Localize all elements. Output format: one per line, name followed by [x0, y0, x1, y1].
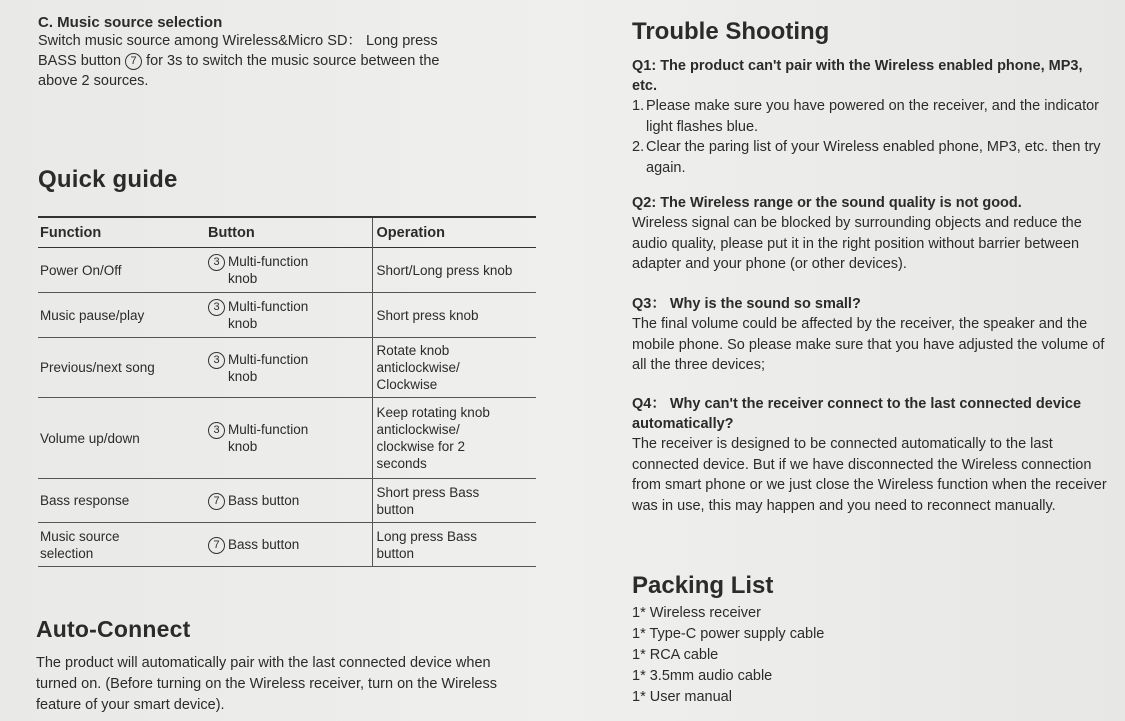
table-row [38, 523, 536, 567]
q1-answer-2 [632, 137, 1107, 178]
row-button [204, 523, 372, 567]
button-label: Multi-function knob [228, 299, 309, 331]
q2-block [632, 193, 1107, 275]
row-operation: Long press Bass button [372, 523, 536, 567]
q1-block [632, 56, 1107, 178]
row-function: Bass response [40, 493, 130, 508]
list-number: 2. [632, 139, 645, 155]
row-button [204, 398, 372, 479]
table-row [38, 293, 536, 338]
row-function: Volume up/down [40, 430, 140, 446]
table-header-row [38, 217, 536, 248]
q1-answer-1 [632, 96, 1107, 137]
button-label: Multi-function knob [228, 351, 309, 384]
q3-answer: The final volume could be affected by the receiver, the speaker and the mobile phone. So please make sure that you have adjusted the volume of all the three devices; [632, 316, 1105, 373]
table-row [38, 479, 536, 523]
circled-number-icon: 7 [208, 537, 225, 554]
music-source-line-3: above 2 sources. [38, 73, 149, 89]
row-operation: Short press Bass button [372, 479, 536, 523]
circled-number-icon: 3 [208, 299, 225, 316]
troubleshooting-title: Trouble Shooting [632, 18, 830, 45]
button-label: Bass button [228, 536, 300, 552]
packing-item: 1* User manual [632, 689, 732, 705]
circled-number-icon: 7 [208, 493, 225, 510]
packing-item: 1* Wireless receiver [632, 605, 761, 621]
packing-item: 1* 3.5mm audio cable [632, 668, 773, 684]
circled-number-icon: 3 [208, 254, 225, 271]
music-source-line-2-start: BASS button [38, 53, 122, 69]
right-page [632, 18, 1107, 705]
row-button [204, 479, 372, 523]
row-button [204, 338, 372, 398]
auto-connect-title: Auto-Connect [36, 616, 191, 642]
table-row [38, 398, 536, 479]
button-label: Multi-function knob [228, 422, 309, 454]
q3-question: Q3： Why is the sound so small? [632, 296, 861, 312]
row-operation: Rotate knob anticlockwise/ Clockwise [372, 338, 536, 398]
q3-block [632, 294, 1107, 376]
music-source-body [38, 31, 528, 91]
button-label: Bass button [228, 492, 300, 508]
packing-item: 1* RCA cable [632, 647, 719, 663]
list-text: Clear the paring list of your Wireless enabled phone, MP3, etc. then try again. [646, 139, 1101, 176]
q2-answer: Wireless signal can be blocked by surrounding objects and reduce the audio quality, please put it in the right position without barrier between adapter and your phone (or other devices). [632, 215, 1082, 272]
quick-guide-title: Quick guide [38, 166, 178, 193]
button-label: Multi-function knob [228, 254, 309, 286]
row-function: Music pause/play [40, 307, 145, 323]
row-function: Music source selection [40, 528, 120, 561]
row-button [204, 248, 372, 293]
row-operation: Short press knob [372, 293, 536, 338]
row-operation: Keep rotating knob anticlockwise/ clockwise for 2 seconds [372, 398, 536, 479]
q4-answer: The receiver is designed to be connected automatically to the last connected device. But if we have disconnected the Wireless connection from smart phone or we just close the Wireless function when the receiver was in use, this may happen and you need to reconnect manually. [632, 436, 1107, 514]
circled-number-7-icon: 7 [125, 53, 142, 70]
header-button: Button [208, 224, 255, 241]
row-function: Previous/next song [40, 360, 155, 375]
header-operation: Operation [372, 217, 536, 248]
q2-question: Q2: The Wireless range or the sound quality is not good. [632, 195, 1022, 211]
auto-connect-body: The product will automatically pair with the last connected device when turned on. (Before turning on the Wireless receiver, turn on the Wireless feature of your smart device). [36, 655, 497, 713]
table-row [38, 338, 536, 398]
quick-guide-table [38, 216, 536, 567]
music-source-line-2 [38, 51, 528, 71]
music-source-line-2-end: for 3s to switch the music source between the [146, 53, 440, 69]
q4-block [632, 394, 1107, 516]
header-function: Function [40, 224, 102, 241]
q1-question: Q1: The product can't pair with the Wireless enabled phone, MP3, etc. [632, 58, 1083, 94]
row-operation: Short/Long press knob [372, 248, 536, 293]
left-page [36, 10, 543, 713]
packing-list [632, 572, 1107, 708]
list-number: 1. [632, 98, 645, 114]
packing-list-title: Packing List [632, 572, 774, 599]
circled-number-icon: 3 [208, 352, 225, 369]
row-button [204, 293, 372, 338]
circled-number-icon: 3 [208, 422, 225, 439]
table-row [38, 248, 536, 293]
packing-item: 1* Type-C power supply cable [632, 626, 825, 642]
music-source-title: C. Music source selection [38, 14, 223, 31]
q4-question: Q4： Why can't the receiver connect to the last connected device automatically? [632, 396, 1082, 432]
list-text: Please make sure you have powered on the receiver, and the indicator light flashes blue. [646, 98, 1099, 135]
music-source-line-1: Switch music source among Wireless&Micro SD： Long press [38, 33, 438, 49]
row-function: Power On/Off [40, 262, 122, 278]
